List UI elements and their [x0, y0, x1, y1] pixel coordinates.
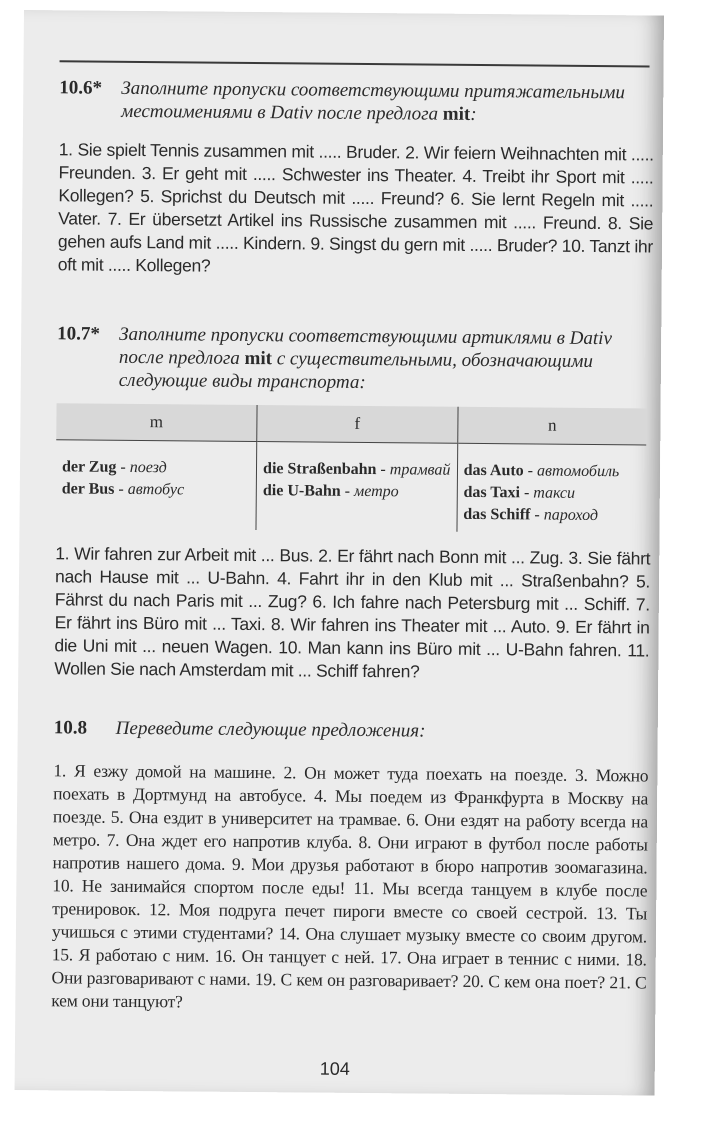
exercise-text: 1. Sie spielt Tennis zusammen mit ..... Bruder. 2. Wir feiern Weihnachten mit ..... Freunden. 3. Er geht mit ..... Schwester ins Theater. 4. Treibt ihr Sport mit ..... Kollegen? 5. Sprichst du Deutsch mit ..... Freund? 6. Sie lernt Regeln mit ..... Vater. 7. Er übersetzt Artikel ins Russische zusammen mit ..... Freund. 8. Sie gehen aufs Land mit ..... Kindern. 9. Singst du gern mit ..... Bruder? 10. Tanzt ihr oft mit ..... Kollegen?: [57, 139, 654, 276]
table-entry: das Taxi - такси: [463, 483, 576, 502]
exercise-number: 10.7*: [57, 323, 101, 345]
exercise-heading: [59, 76, 654, 127]
column-header-n: n: [457, 407, 646, 445]
book-page: [15, 10, 664, 1096]
exercise-number: 10.8: [53, 717, 88, 739]
table-entry: das Auto - автомобиль: [463, 461, 620, 481]
table-entry: der Bus - автобус: [61, 480, 185, 499]
table-entry: der Zug - поезд: [61, 458, 167, 477]
column-header-m: m: [56, 403, 257, 441]
column-m: [55, 440, 256, 530]
exercise-10-8: [51, 716, 649, 1017]
table-entry: die U-Bahn - метро: [262, 482, 399, 501]
table-entry: das Schiff - пароход: [463, 505, 599, 525]
exercise-text: 1. Я езжу домой на машине. 2. Он может туда поехать на поезде. 3. Можно поехать в Дортмунд на автобусе. 4. Мы поедем из Франкфурта в Москву на поезде. 5. Она ездит в университет на трамвае. 6. Они ездят на работу всегда на метро. 7. Она ждет его напротив клуба. 8. Они играют в футбол после работы напротив нашего дома. 9. Мои друзья работают в бюро напротив зоомагазина. 10. Не занимайся спортом после еды! 11. Мы всегда танцуем в клубе после тренировок. 12. Моя подруга печет пироги вместе со своей сестрой. 13. Ты учишься с этими студентами? 14. Она слушает музыку вместе со своим другом. 15. Я работаю с ним. 16. Он танцует с ней. 17. Она играет в теннис с ними. 18. Они разговаривают с нами. 19. С кем он разговаривает? 20. С кем она поет? 21. С кем они танцуют?: [51, 760, 649, 1012]
exercise-text: 1. Wir fahren zur Arbeit mit ... Bus. 2. Er fährt nach Bonn mit ... Zug. 3. Sie fährt nach Hause mit ... U-Bahn. 4. Fahrt ihr in den Klub mit ... Straßenbahn? 5. Fährst du nach Paris mit ... Zug? 6. Ich fahre nach Petersburg mit ... Schiff. 7. Er fährt ins Büro mit ... Taxi. 8. Wir fahren ins Theater mit ... Auto. 9. Er fährt in die Uni mit ... neuen Wagen. 10. Man kann ins Büro mit ... U-Bahn fahren. 11. Wollen Sie nach Amsterdam mit ... Schiff fahren?: [54, 543, 651, 682]
exercise-instruction: Заполните пропуски соответствующими артиклями в Dativ после предлога mit с существительными, обозначающими следующие виды транспорта:: [118, 323, 613, 393]
exercise-heading: [54, 716, 649, 744]
exercise-10-7: [54, 322, 652, 685]
table-entry: die Straßenbahn - трамвай: [263, 460, 451, 479]
column-f: [256, 442, 457, 532]
transport-table: [55, 403, 646, 533]
page-number: 104: [319, 1058, 350, 1079]
exercise-10-6: [58, 76, 655, 281]
exercise-instruction: Переведите следующие предложения:: [115, 717, 426, 742]
column-n: [457, 443, 647, 533]
exercise-number: 10.6*: [59, 77, 103, 99]
top-rule: [60, 60, 650, 67]
exercise-heading: [57, 322, 653, 396]
exercise-instruction: Заполните пропуски соответствующими притяжательными местоимениями в Dativ после предлога mit:: [121, 77, 625, 125]
column-header-f: f: [257, 405, 458, 443]
